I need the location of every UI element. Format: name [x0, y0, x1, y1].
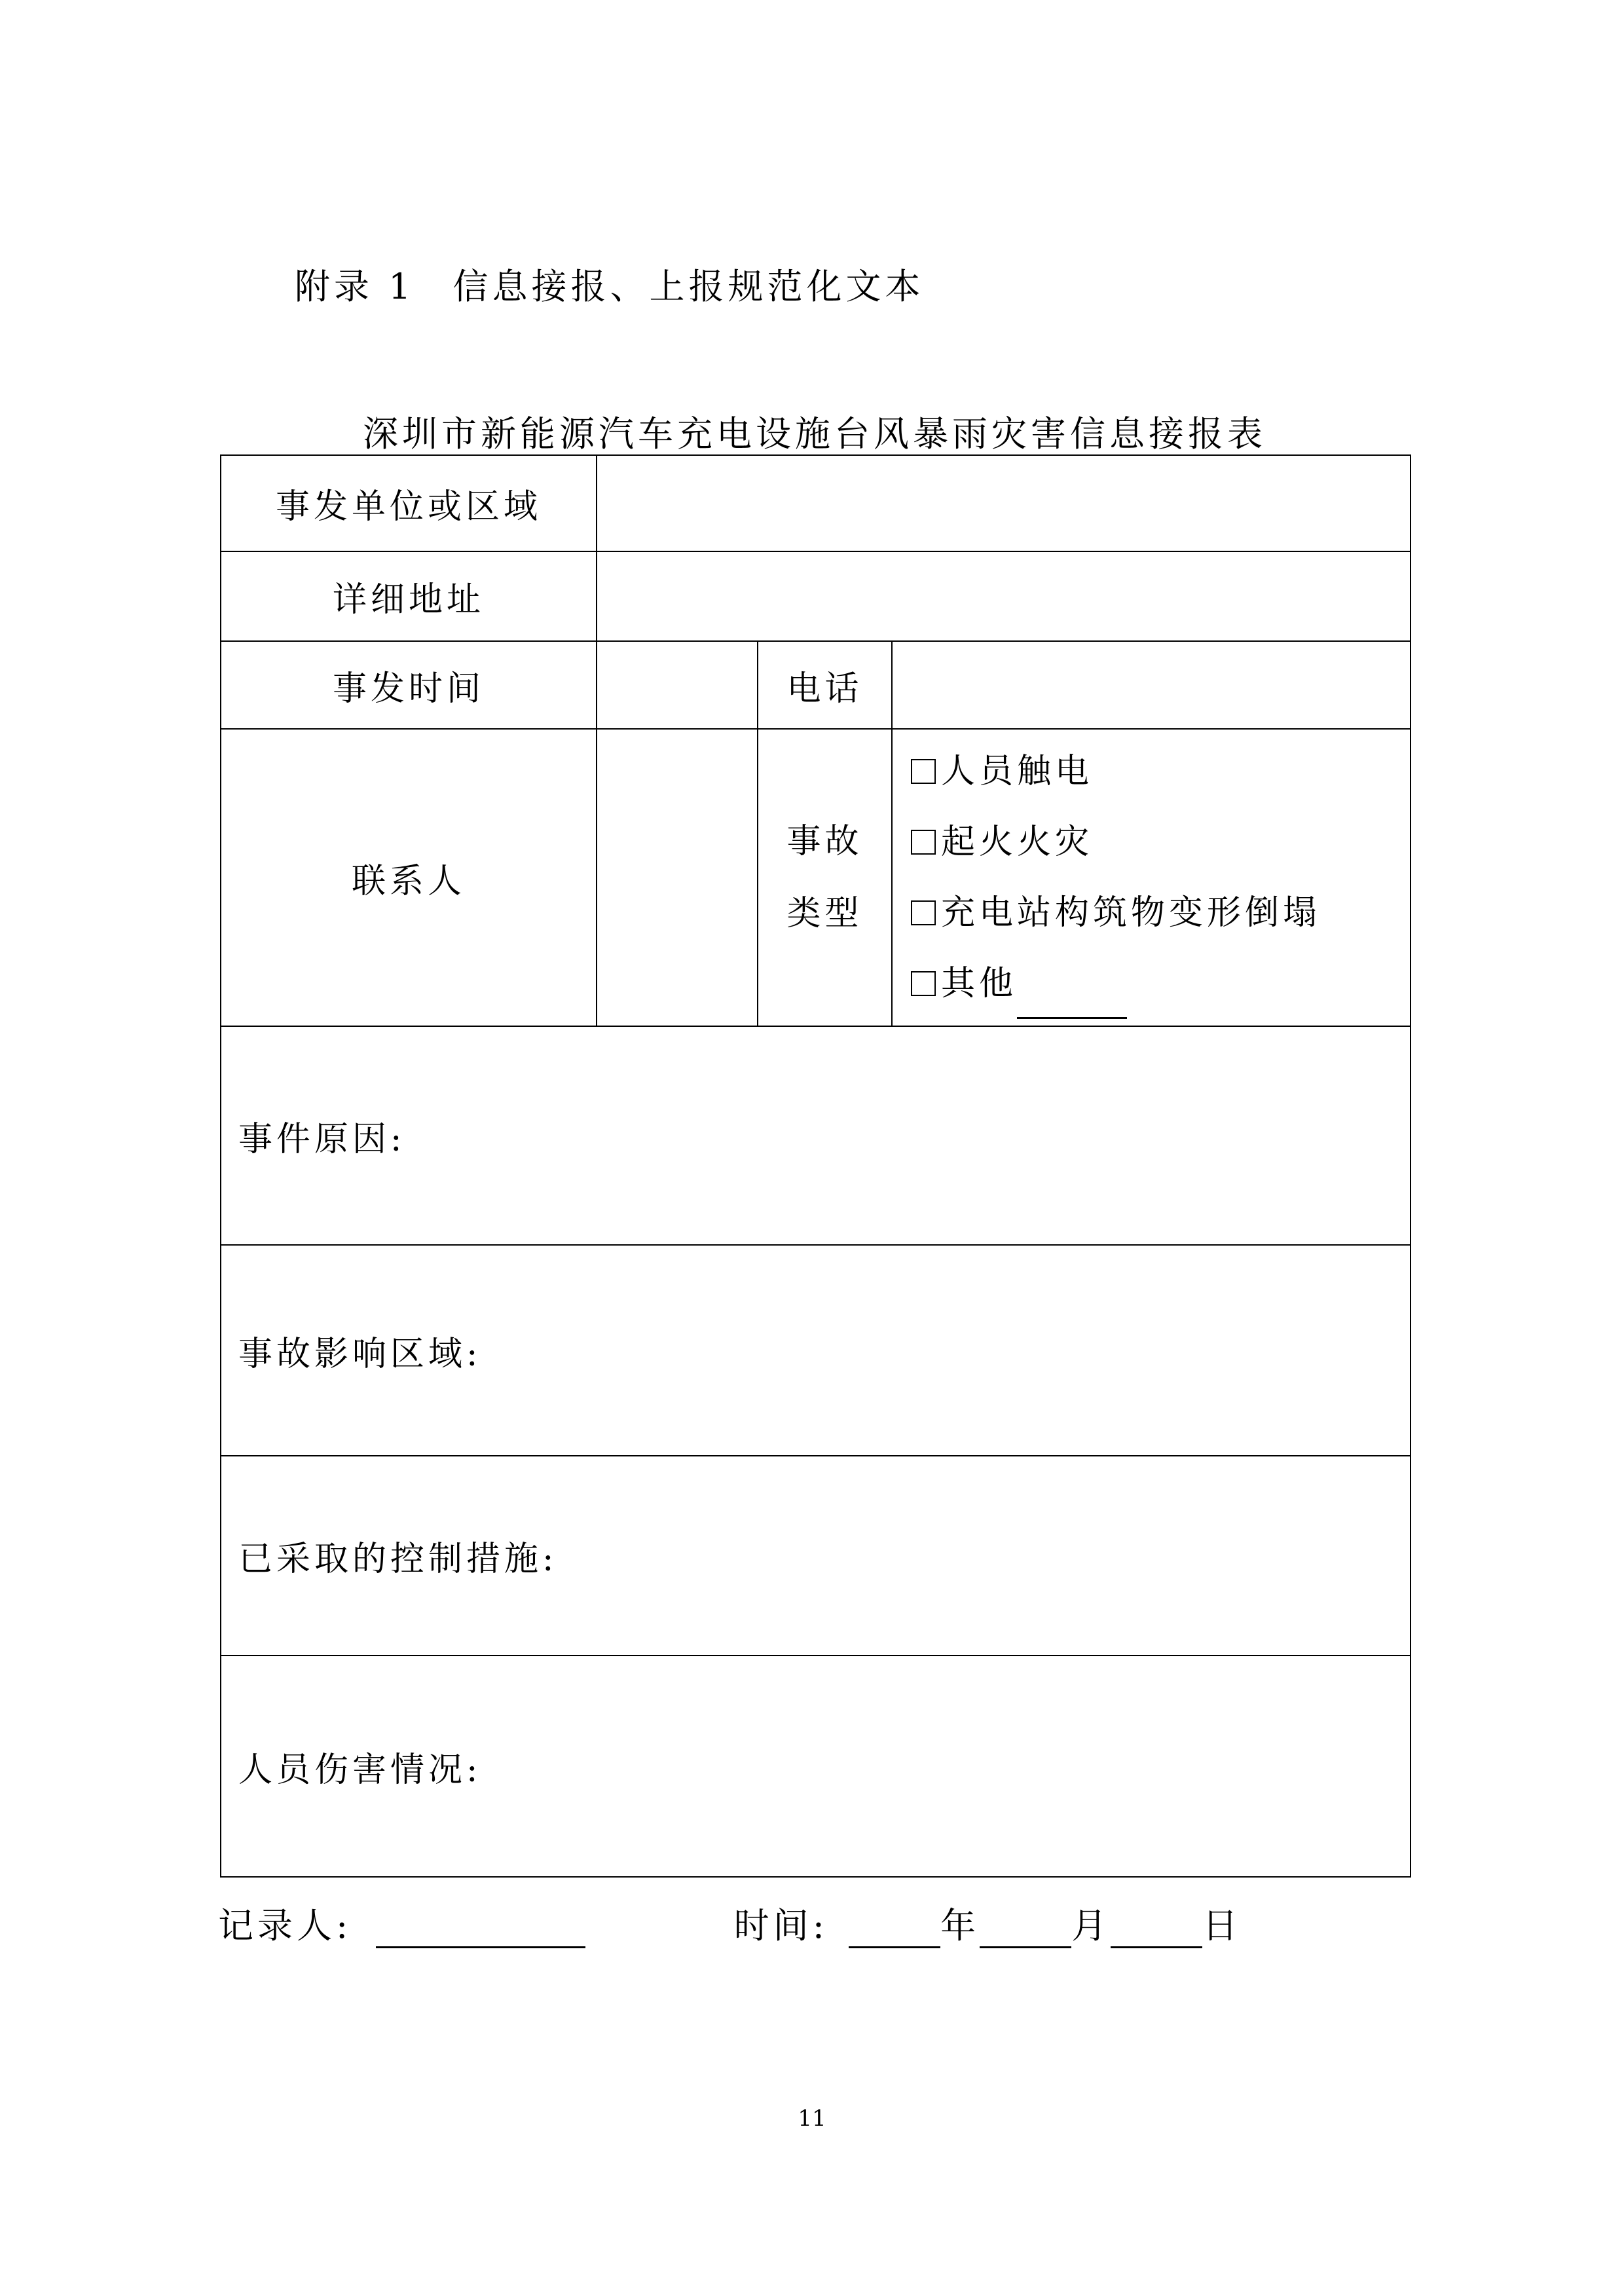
casualties-label[interactable]: 人员伤害情况:: [221, 1656, 1411, 1877]
month-label: 月: [1071, 1905, 1111, 1946]
contact-field[interactable]: [597, 729, 758, 1026]
option-structure-collapse[interactable]: [911, 878, 1410, 948]
form-footer: [218, 1898, 1242, 1948]
contact-label: 联系人: [221, 729, 597, 1026]
incident-report-form: [220, 454, 1411, 1878]
incident-type-options: [892, 729, 1411, 1026]
appendix-heading: [295, 259, 925, 309]
row-time-phone: [221, 641, 1411, 729]
row-cause: [221, 1026, 1411, 1245]
day-line[interactable]: [1111, 1907, 1202, 1948]
incident-type-label-line1: 事故: [786, 822, 863, 861]
recorder-label: 记录人:: [218, 1905, 352, 1946]
option-fire[interactable]: [911, 807, 1410, 878]
day-label: 日: [1202, 1905, 1242, 1946]
unit-area-label: 事发单位或区域: [221, 455, 597, 551]
checkbox-icon[interactable]: [911, 759, 936, 784]
unit-area-field[interactable]: [597, 455, 1411, 551]
option-label: 人员触电: [941, 752, 1094, 791]
checkbox-icon[interactable]: [911, 830, 936, 855]
option-label: 起火火灾: [941, 823, 1094, 862]
address-field[interactable]: [597, 551, 1411, 641]
phone-label: 电话: [758, 641, 892, 729]
row-measures: [221, 1456, 1411, 1656]
row-casualties: [221, 1656, 1411, 1877]
option-label: 其他: [941, 964, 1018, 1003]
year-label: 年: [940, 1905, 980, 1946]
checkbox-icon[interactable]: [911, 900, 936, 925]
month-line[interactable]: [980, 1907, 1071, 1948]
incident-type-label-line2: 类型: [786, 894, 863, 933]
row-address: [221, 551, 1411, 641]
appendix-label: 附录 1: [295, 266, 415, 307]
option-electric-shock[interactable]: [911, 736, 1410, 807]
other-blank-line[interactable]: [1017, 978, 1127, 1019]
form-title: 深圳市新能源汽车充电设施台风暴雨灾害信息接报表: [363, 413, 1266, 454]
phone-field[interactable]: [892, 641, 1411, 729]
option-other[interactable]: [911, 948, 1410, 1019]
row-unit-area: [221, 455, 1411, 551]
row-impact-area: [221, 1245, 1411, 1456]
impact-area-label[interactable]: 事故影响区域:: [221, 1245, 1411, 1456]
time-footer-label: 时间:: [733, 1905, 828, 1946]
address-label: 详细地址: [221, 551, 597, 641]
option-label: 充电站构筑物变形倒塌: [941, 893, 1321, 933]
recorder-line[interactable]: [376, 1907, 585, 1948]
time-label: 事发时间: [221, 641, 597, 729]
row-contact-type: [221, 729, 1411, 1026]
incident-type-label: [758, 729, 892, 1026]
checkbox-icon[interactable]: [911, 971, 936, 996]
cause-label[interactable]: 事件原因:: [221, 1026, 1411, 1245]
measures-label[interactable]: 已采取的控制措施:: [221, 1456, 1411, 1656]
page-number: 11: [798, 2105, 826, 2132]
year-line[interactable]: [849, 1907, 940, 1948]
appendix-title: 信息接报、上报规范化文本: [452, 266, 925, 307]
time-field[interactable]: [597, 641, 758, 729]
